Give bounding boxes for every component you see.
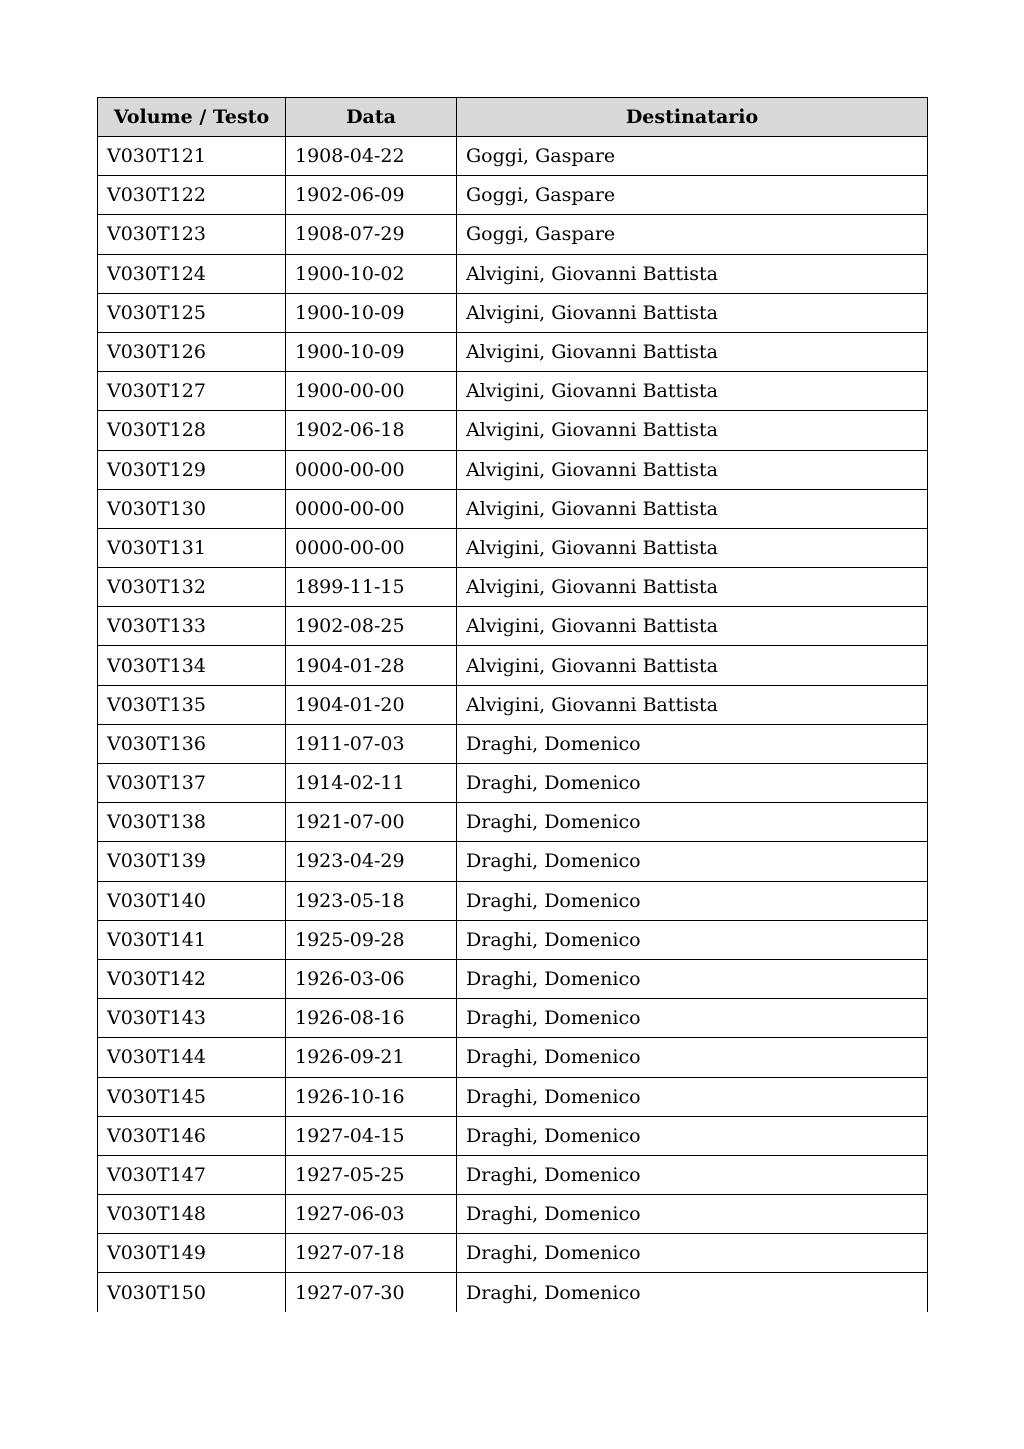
- cell-destinatario: Alvigini, Giovanni Battista: [457, 568, 928, 607]
- cell-volume-testo: V030T146: [98, 1116, 286, 1155]
- cell-data: 1911-07-03: [286, 724, 457, 763]
- cell-destinatario: Draghi, Domenico: [457, 920, 928, 959]
- cell-destinatario: Draghi, Domenico: [457, 1077, 928, 1116]
- cell-destinatario: Alvigini, Giovanni Battista: [457, 450, 928, 489]
- cell-data: 1900-10-09: [286, 332, 457, 371]
- cell-volume-testo: V030T123: [98, 215, 286, 254]
- table-row: [98, 999, 928, 1038]
- cell-data: 1900-10-09: [286, 293, 457, 332]
- table-row: [98, 1038, 928, 1077]
- header-data: Data: [286, 98, 457, 137]
- table-row: [98, 881, 928, 920]
- cell-volume-testo: V030T135: [98, 685, 286, 724]
- cell-data: 1926-03-06: [286, 959, 457, 998]
- cell-data: 1899-11-15: [286, 568, 457, 607]
- table-header-row: [98, 98, 928, 137]
- cell-destinatario: Goggi, Gaspare: [457, 137, 928, 176]
- cell-destinatario: Draghi, Domenico: [457, 764, 928, 803]
- cell-volume-testo: V030T149: [98, 1234, 286, 1273]
- cell-destinatario: Draghi, Domenico: [457, 1038, 928, 1077]
- table-row: [98, 920, 928, 959]
- cell-volume-testo: V030T144: [98, 1038, 286, 1077]
- cell-volume-testo: V030T145: [98, 1077, 286, 1116]
- cell-destinatario: Draghi, Domenico: [457, 1234, 928, 1273]
- table-row: [98, 646, 928, 685]
- table-row: [98, 959, 928, 998]
- cell-volume-testo: V030T122: [98, 176, 286, 215]
- cell-data: 1923-05-18: [286, 881, 457, 920]
- table-row: [98, 764, 928, 803]
- cell-data: 1902-06-09: [286, 176, 457, 215]
- cell-destinatario: Goggi, Gaspare: [457, 176, 928, 215]
- table-row: [98, 332, 928, 371]
- cell-destinatario: Alvigini, Giovanni Battista: [457, 685, 928, 724]
- cell-data: 1927-07-30: [286, 1273, 457, 1312]
- cell-data: 1902-08-25: [286, 607, 457, 646]
- table-row: [98, 176, 928, 215]
- table-row: [98, 1155, 928, 1194]
- cell-destinatario: Draghi, Domenico: [457, 803, 928, 842]
- cell-data: 1927-07-18: [286, 1234, 457, 1273]
- cell-volume-testo: V030T136: [98, 724, 286, 763]
- cell-destinatario: Draghi, Domenico: [457, 842, 928, 881]
- table-row: [98, 489, 928, 528]
- cell-destinatario: Alvigini, Giovanni Battista: [457, 607, 928, 646]
- table-row: [98, 293, 928, 332]
- cell-data: 0000-00-00: [286, 489, 457, 528]
- cell-data: 1926-10-16: [286, 1077, 457, 1116]
- cell-destinatario: Draghi, Domenico: [457, 724, 928, 763]
- cell-destinatario: Alvigini, Giovanni Battista: [457, 332, 928, 371]
- cell-volume-testo: V030T124: [98, 254, 286, 293]
- cell-data: 1914-02-11: [286, 764, 457, 803]
- table-row: [98, 411, 928, 450]
- cell-destinatario: Draghi, Domenico: [457, 959, 928, 998]
- table-row: [98, 137, 928, 176]
- cell-data: 1908-07-29: [286, 215, 457, 254]
- cell-data: 0000-00-00: [286, 528, 457, 567]
- cell-data: 1904-01-28: [286, 646, 457, 685]
- cell-volume-testo: V030T129: [98, 450, 286, 489]
- table-row: [98, 568, 928, 607]
- cell-volume-testo: V030T140: [98, 881, 286, 920]
- cell-destinatario: Draghi, Domenico: [457, 881, 928, 920]
- cell-volume-testo: V030T127: [98, 372, 286, 411]
- cell-volume-testo: V030T150: [98, 1273, 286, 1312]
- table-row: [98, 450, 928, 489]
- cell-destinatario: Alvigini, Giovanni Battista: [457, 411, 928, 450]
- cell-data: 1900-00-00: [286, 372, 457, 411]
- cell-destinatario: Alvigini, Giovanni Battista: [457, 646, 928, 685]
- cell-volume-testo: V030T141: [98, 920, 286, 959]
- cell-destinatario: Alvigini, Giovanni Battista: [457, 372, 928, 411]
- cell-data: 1923-04-29: [286, 842, 457, 881]
- table-row: [98, 685, 928, 724]
- table-row: [98, 1116, 928, 1155]
- cell-volume-testo: V030T137: [98, 764, 286, 803]
- cell-volume-testo: V030T121: [98, 137, 286, 176]
- letters-table: [97, 97, 928, 1312]
- cell-data: 1927-05-25: [286, 1155, 457, 1194]
- cell-data: 1908-04-22: [286, 137, 457, 176]
- cell-data: 1926-08-16: [286, 999, 457, 1038]
- cell-volume-testo: V030T132: [98, 568, 286, 607]
- cell-volume-testo: V030T147: [98, 1155, 286, 1194]
- cell-data: 1902-06-18: [286, 411, 457, 450]
- cell-volume-testo: V030T125: [98, 293, 286, 332]
- cell-volume-testo: V030T139: [98, 842, 286, 881]
- cell-volume-testo: V030T126: [98, 332, 286, 371]
- header-destinatario: Destinatario: [457, 98, 928, 137]
- table-row: [98, 1077, 928, 1116]
- table-row: [98, 254, 928, 293]
- cell-data: 1921-07-00: [286, 803, 457, 842]
- cell-volume-testo: V030T148: [98, 1195, 286, 1234]
- table-row: [98, 607, 928, 646]
- cell-data: 1900-10-02: [286, 254, 457, 293]
- cell-destinatario: Alvigini, Giovanni Battista: [457, 528, 928, 567]
- cell-destinatario: Alvigini, Giovanni Battista: [457, 293, 928, 332]
- cell-destinatario: Draghi, Domenico: [457, 1155, 928, 1194]
- cell-data: 1925-09-28: [286, 920, 457, 959]
- cell-destinatario: Goggi, Gaspare: [457, 215, 928, 254]
- cell-volume-testo: V030T143: [98, 999, 286, 1038]
- cell-volume-testo: V030T134: [98, 646, 286, 685]
- cell-destinatario: Draghi, Domenico: [457, 999, 928, 1038]
- cell-data: 1926-09-21: [286, 1038, 457, 1077]
- cell-destinatario: Alvigini, Giovanni Battista: [457, 254, 928, 293]
- table-row: [98, 1195, 928, 1234]
- table-row: [98, 1273, 928, 1312]
- cell-data: 1927-04-15: [286, 1116, 457, 1155]
- cell-volume-testo: V030T128: [98, 411, 286, 450]
- cell-volume-testo: V030T138: [98, 803, 286, 842]
- cell-destinatario: Draghi, Domenico: [457, 1195, 928, 1234]
- cell-data: 0000-00-00: [286, 450, 457, 489]
- table-row: [98, 372, 928, 411]
- cell-volume-testo: V030T133: [98, 607, 286, 646]
- cell-volume-testo: V030T130: [98, 489, 286, 528]
- cell-data: 1904-01-20: [286, 685, 457, 724]
- cell-destinatario: Alvigini, Giovanni Battista: [457, 489, 928, 528]
- table-row: [98, 528, 928, 567]
- cell-volume-testo: V030T131: [98, 528, 286, 567]
- table-row: [98, 1234, 928, 1273]
- table-row: [98, 215, 928, 254]
- cell-destinatario: Draghi, Domenico: [457, 1116, 928, 1155]
- header-volume-testo: Volume / Testo: [98, 98, 286, 137]
- table-row: [98, 724, 928, 763]
- table-body: [98, 137, 928, 1313]
- table-row: [98, 842, 928, 881]
- table-row: [98, 803, 928, 842]
- cell-data: 1927-06-03: [286, 1195, 457, 1234]
- cell-volume-testo: V030T142: [98, 959, 286, 998]
- cell-destinatario: Draghi, Domenico: [457, 1273, 928, 1312]
